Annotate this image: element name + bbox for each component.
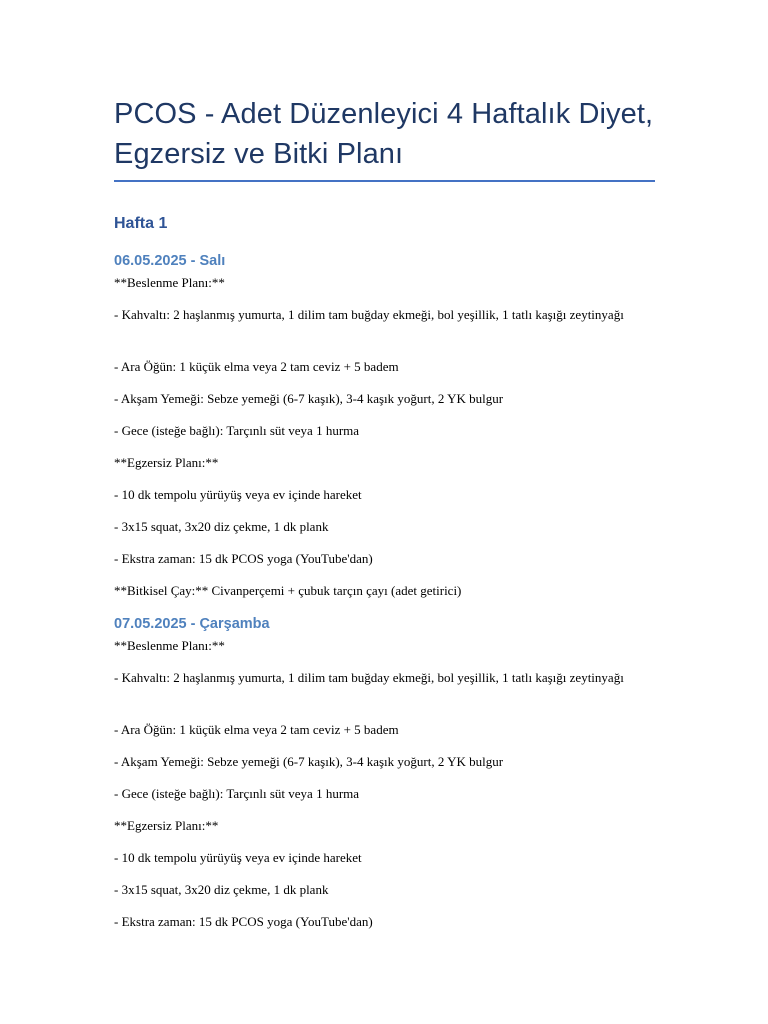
title-underline: [114, 180, 655, 182]
section-label: **Beslenme Planı:**: [114, 638, 225, 653]
list-item: - Ekstra zaman: 15 dk PCOS yoga (YouTube'dan): [114, 551, 373, 566]
document-title: PCOS - Adet Düzenleyici 4 Haftalık Diyet, Egzersiz ve Bitki Planı: [114, 98, 654, 170]
day-heading: 06.05.2025 - Salı: [114, 253, 226, 269]
section-label: **Beslenme Planı:**: [114, 275, 225, 290]
list-item: - Kahvaltı: 2 haşlanmış yumurta, 1 dilim tam buğday ekmeği, bol yeşillik, 1 tatlı kaşığı zeytinyağı: [114, 307, 624, 322]
list-item: - 3x15 squat, 3x20 diz çekme, 1 dk plank: [114, 882, 329, 897]
week-heading: Hafta 1: [114, 215, 168, 232]
day-heading: 07.05.2025 - Çarşamba: [114, 616, 270, 632]
list-item: **Bitkisel Çay:** Civanperçemi + çubuk tarçın çayı (adet getirici): [114, 583, 462, 598]
section-label: **Egzersiz Planı:**: [114, 455, 219, 470]
section-label: **Egzersiz Planı:**: [114, 818, 219, 833]
list-item: - 10 dk tempolu yürüyüş veya ev içinde hareket: [114, 850, 362, 865]
list-item: - Gece (isteğe bağlı): Tarçınlı süt veya 1 hurma: [114, 786, 360, 801]
list-item: - Ekstra zaman: 15 dk PCOS yoga (YouTube'dan): [114, 914, 373, 929]
list-item: - Gece (isteğe bağlı): Tarçınlı süt veya 1 hurma: [114, 423, 360, 438]
list-item: - Kahvaltı: 2 haşlanmış yumurta, 1 dilim tam buğday ekmeği, bol yeşillik, 1 tatlı kaşığı zeytinyağı: [114, 670, 624, 685]
list-item: - Akşam Yemeği: Sebze yemeği (6-7 kaşık), 3-4 kaşık yoğurt, 2 YK bulgur: [114, 754, 504, 769]
list-item: - Ara Öğün: 1 küçük elma veya 2 tam ceviz + 5 badem: [114, 359, 399, 374]
list-item: - Ara Öğün: 1 küçük elma veya 2 tam ceviz + 5 badem: [114, 722, 399, 737]
list-item: - Akşam Yemeği: Sebze yemeği (6-7 kaşık), 3-4 kaşık yoğurt, 2 YK bulgur: [114, 391, 504, 406]
list-item: - 3x15 squat, 3x20 diz çekme, 1 dk plank: [114, 519, 329, 534]
list-item: - 10 dk tempolu yürüyüş veya ev içinde hareket: [114, 487, 362, 502]
